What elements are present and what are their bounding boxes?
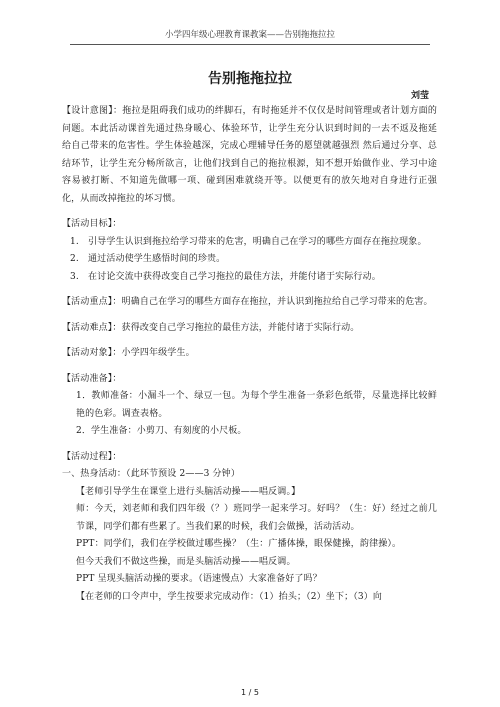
goal-item: 1. 引导学生认识到拖拉给学习带来的危害，明确自己在学习的哪些方面存在拖拉现象。 — [70, 236, 427, 247]
preparation-item: 1．教师准备：小漏斗一个、绿豆一包。为每个学生准备一条彩色纸带，尽量选择比较鲜艳的色彩。调查表格。 — [76, 391, 437, 419]
preparation-item: 2．学生准备：小剪刀、有刻度的小尺板。 — [76, 426, 247, 436]
preparation-heading: 【活动准备】： — [62, 373, 122, 384]
process-section-1: 一、热身活动：（此环节预设 2——3 分钟） — [62, 469, 240, 479]
process-paragraph: 但今天我们不做这些操，而是头脑活动操——唱反调。 — [76, 556, 296, 567]
process-paragraph: 【在老师的口令声中，学生按要求完成动作：（1）抬头；（2）坐下；（3）向 — [76, 591, 383, 602]
process-paragraph: 师：今天，刘老师和我们四年级（？）班同学一起来学习。好吗？（生：好）经过之前几节课，同学们都有些累了。当我们累的时候，我们会做操，活动活动。 — [76, 504, 437, 532]
goals-heading: 【活动目标】： — [62, 219, 122, 229]
goal-item: 2. 通过活动使学生感悟时间的珍贵。 — [70, 254, 226, 264]
process-paragraph: PPT 呈现头脑活动操的要求。（语速慢点）大家准备好了吗？ — [76, 574, 322, 584]
process-step-1: 【老师引导学生在课堂上进行头脑活动操——唱反调。】 — [76, 486, 301, 497]
audience-paragraph: 【活动对象】：小学四年级学生。 — [62, 348, 195, 358]
author-name: 刘莹 — [410, 91, 429, 101]
header-divider — [70, 44, 430, 45]
page-header: 小学四年级心理教育课教案——告别拖拖拉拉 — [164, 30, 335, 40]
process-paragraph: PPT：同学们，我们在学校做过哪些操？（生：广播体操，眼保健操，韵律操）。 — [76, 539, 402, 549]
document-title: 告别拖拖拉拉 — [208, 71, 292, 87]
page-number: 1 / 5 — [241, 688, 259, 697]
goal-item: 3. 在讨论交流中获得改变自己学习拖拉的最佳方法，并能付诸于实际行动。 — [70, 271, 381, 282]
design-intent-paragraph: 【设计意图】：拖拉是阻碍我们成功的绊脚石，有时拖延并不仅仅是时间管理或者计划方面的问题。本此活动课首先通过热身暖心、体验环节，让学生充分认识到时间的一去不返及拖延给自己带来的危害性。学生体验越深，完成心理辅导任务的愿望就越强烈 然后通过分享、总结环节，让学生充分畅所欲言，让他们找到自己的拖拉根源，知不想开始做作业、学习中途容易被打断、不知道先做哪一项、碰到困难就绕开等。以便更有的放矢地对自身进行正强化，从而改掉拖拉的坏习惯。 — [62, 106, 437, 204]
document-body — [62, 103, 437, 606]
process-heading: 【活动过程】： — [62, 451, 122, 462]
key-points-paragraph: 【活动重点】：明确自己在学习的哪些方面存在拖拉，并认识到拖拉给自己学习带来的危害。 — [62, 297, 433, 307]
difficulty-paragraph: 【活动难点】：获得改变自己学习拖拉的最佳方法，并能付诸于实际行动。 — [62, 322, 360, 333]
